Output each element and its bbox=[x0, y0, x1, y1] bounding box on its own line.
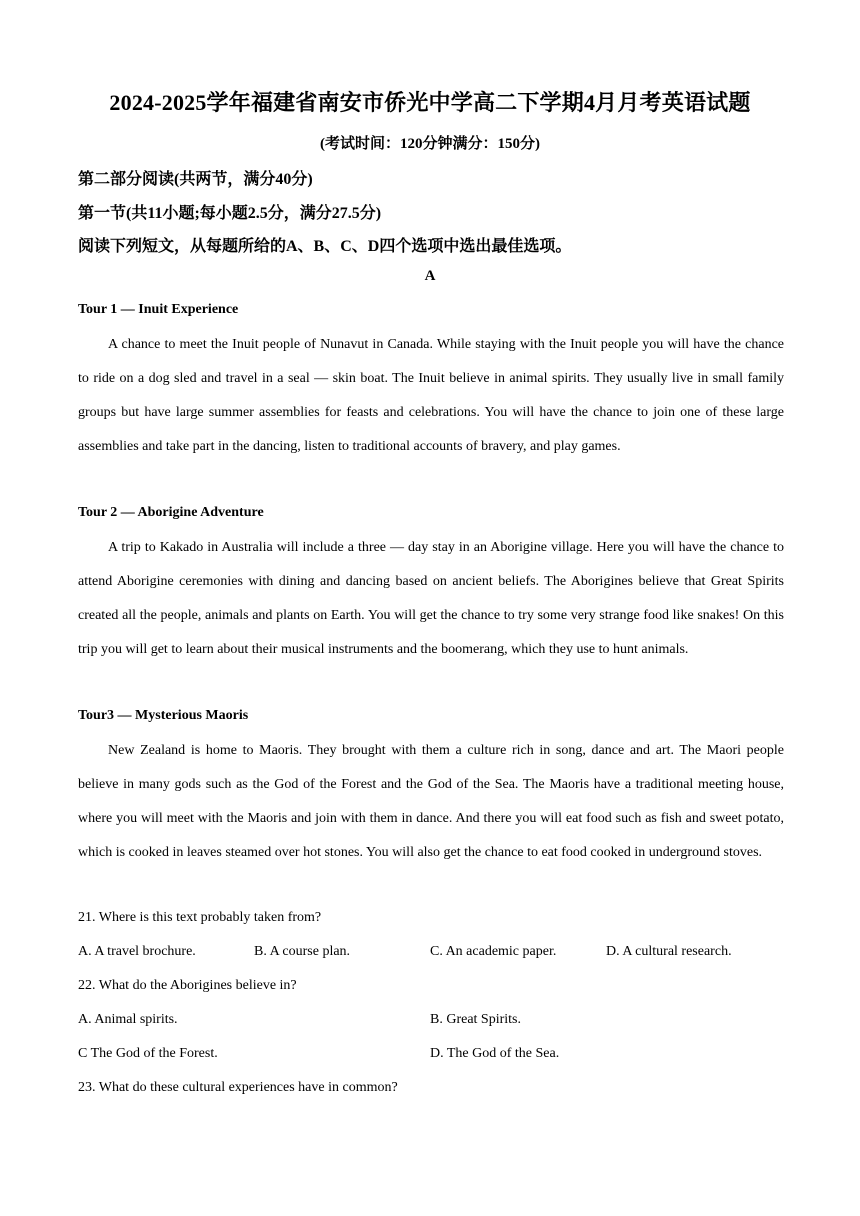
tour-1-text: A chance to meet the Inuit people of Nunavut in Canada. While staying with the Inuit people you will have the chance to ride on a dog sled and travel in a seal — skin boat. The Inuit believe in animal spirits. They usually live in small family groups but have large summer assemblies for feasts and celebrations. You will have the chance to join one of these large assemblies and take part in the dancing, listen to traditional accounts of bravery, and play games. bbox=[78, 337, 784, 454]
tour-2-text: A trip to Kakado in Australia will include a three — day stay in an Aborigine village. Here you will have the chance to attend Aborigine ceremonies with dining and dancing based on ancient beliefs. The Aborigines believe that Great Spirits created all the people, animals and plants on Earth. You will get the chance to try some very strange food like snakes! On this trip you will get to learn about their musical instruments and the boomerang, which they use to hunt animals. bbox=[78, 540, 784, 657]
q22-option-b: B. Great Spirits. bbox=[430, 1012, 521, 1027]
section-heading: 第一节(共11小题;每小题2.5分，满分27.5分) bbox=[78, 205, 382, 222]
q22-option-a: A. Animal spirits. bbox=[78, 1012, 178, 1027]
tour-1-heading: Tour 1 — Inuit Experience bbox=[78, 302, 239, 317]
part-heading: 第二部分阅读(共两节，满分40分) bbox=[78, 171, 313, 188]
q22-option-d: D. The God of the Sea. bbox=[430, 1046, 560, 1061]
q22-option-c: C The God of the Forest. bbox=[78, 1046, 218, 1061]
directions: 阅读下列短文，从每题所给的A、B、C、D四个选项中选出最佳选项。 bbox=[78, 238, 572, 255]
tour-3-heading: Tour3 — Mysterious Maoris bbox=[78, 708, 249, 723]
tour-3-text: New Zealand is home to Maoris. They brought with them a culture rich in song, dance and art. The Maori people believe in many gods such as the God of the Forest and the God of the Sea. The Maoris have a traditional meeting house, where you will meet with the Maoris and join with them in dance. And there you will eat food such as fish and sweet potato, which is cooked in leaves steamed over hot stones. You will also get the chance to eat food cooked in underground stoves. bbox=[78, 743, 784, 860]
question-21: 21. Where is this text probably taken from? bbox=[78, 910, 322, 925]
passage-letter: A bbox=[424, 268, 436, 284]
q21-option-d: D. A cultural research. bbox=[606, 944, 732, 959]
q21-option-a: A. A travel brochure. bbox=[78, 944, 196, 959]
question-23: 23. What do these cultural experiences have in common? bbox=[78, 1080, 398, 1095]
q21-option-c: C. An academic paper. bbox=[430, 944, 557, 959]
exam-info: (考试时间：120分钟满分：150分) bbox=[320, 136, 540, 152]
q21-option-b: B. A course plan. bbox=[254, 944, 351, 959]
tour-2-heading: Tour 2 — Aborigine Adventure bbox=[78, 505, 264, 520]
question-22: 22. What do the Aborigines believe in? bbox=[78, 978, 297, 993]
page-title: 2024-2025学年福建省南安市侨光中学高二下学期4月月考英语试题 bbox=[109, 90, 751, 115]
